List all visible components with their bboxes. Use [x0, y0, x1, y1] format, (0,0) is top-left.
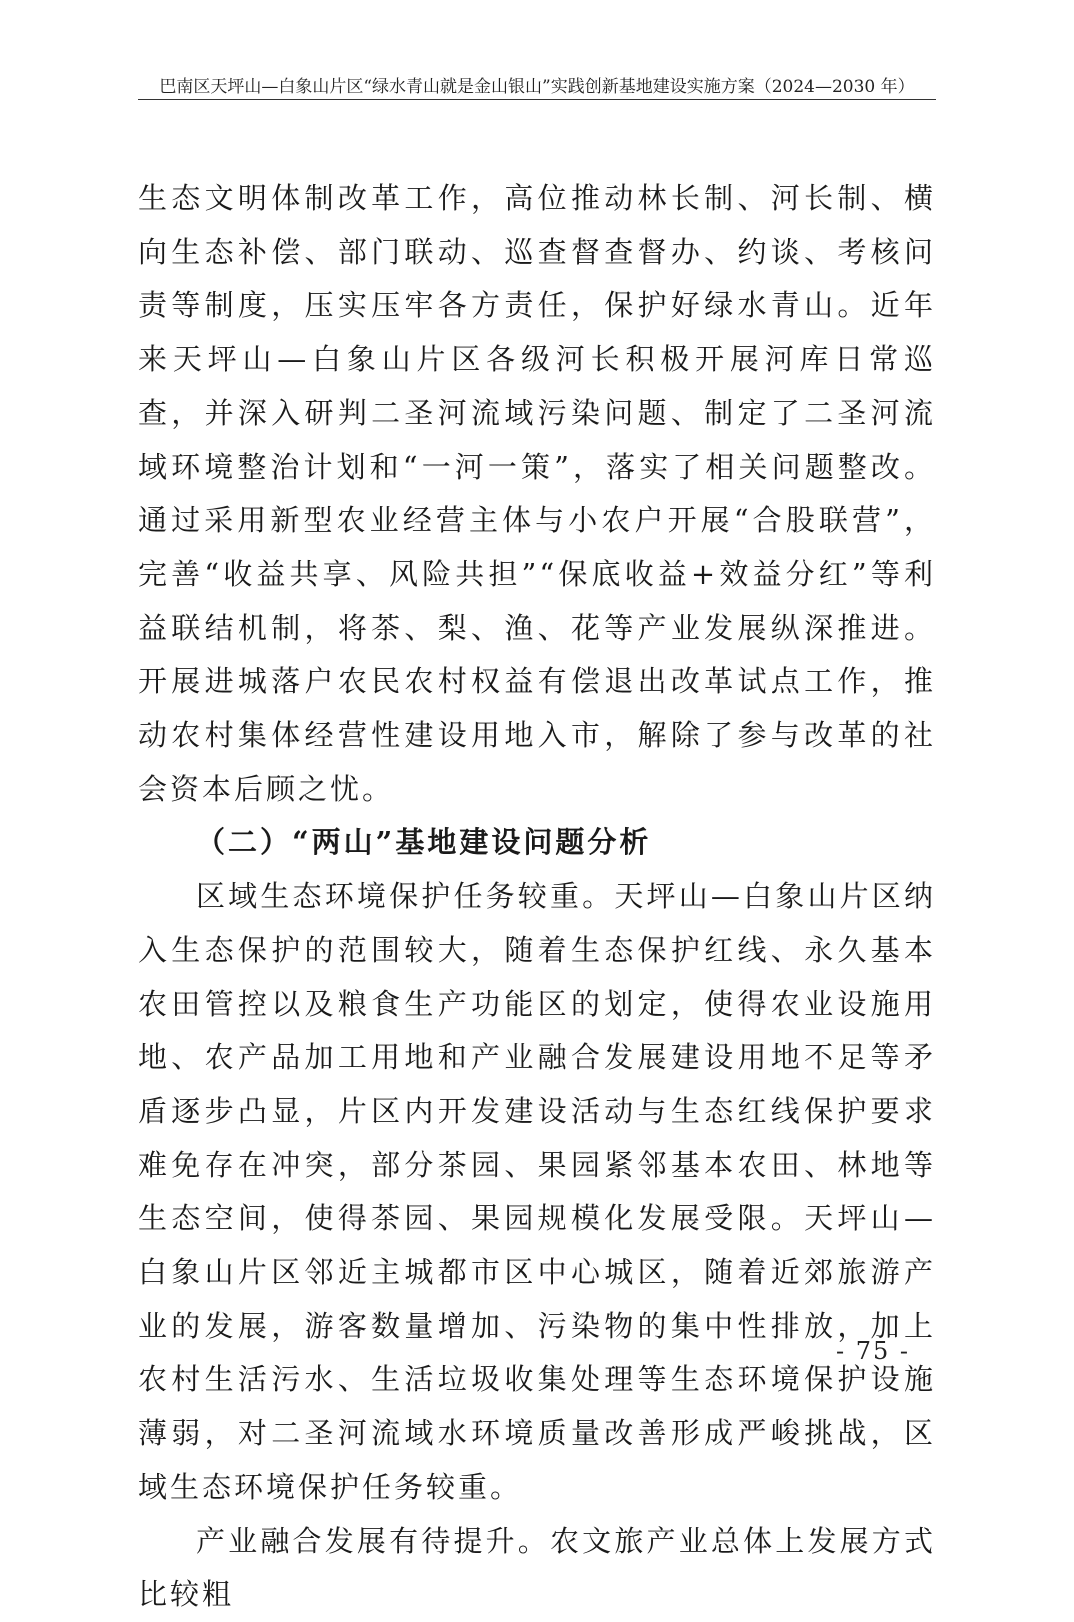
page-body: [138, 172, 936, 1622]
body-paragraph-ecology: 区域生态环境保护任务较重。天坪山—白象山片区纳入生态保护的范围较大，随着生态保护红线、永久基本农田管控以及粮食生产功能区的划定，使得农业设施用地、农产品加工用地和产业融合发展建设用地不足等矛盾逐步凸显，片区内开发建设活动与生态红线保护要求难免存在冲突，部分茶园、果园紧邻基本农田、林地等生态空间，使得茶园、果园规模化发展受限。天坪山—白象山片区邻近主城都市区中心城区，随着近郊旅游产业的发展，游客数量增加、污染物的集中性排放，加上农村生活污水、生活垃圾收集处理等生态环境保护设施薄弱，对二圣河流域水环境质量改善形成严峻挑战，区域生态环境保护任务较重。: [138, 879, 936, 1504]
body-paragraph-continued: 生态文明体制改革工作，高位推动林长制、河长制、横向生态补偿、部门联动、巡查督查督办、约谈、考核问责等制度，压实压牢各方责任，保护好绿水青山。近年来天坪山—白象山片区各级河长积极开展河库日常巡查，并深入研判二圣河流域污染问题、制定了二圣河流域环境整治计划和“一河一策”，落实了相关问题整改。通过采用新型农业经营主体与小农户开展“合股联营”，完善“收益共享、风险共担”“保底收益+效益分红”等利益联结机制，将茶、梨、渔、花等产业发展纵深推进。开展进城落户农民农村权益有偿退出改革试点工作，推动农村集体经营性建设用地入市，解除了参与改革的社会资本后顾之忧。: [138, 181, 936, 806]
running-header: 巴南区天坪山—白象山片区“绿水青山就是金山银山”实践创新基地建设实施方案（2024—2030 年）: [159, 77, 915, 97]
page-number: - 75 -: [836, 1337, 911, 1365]
header-rule: [138, 99, 936, 100]
section-heading: （二）“两山”基地建设问题分析: [196, 825, 652, 860]
body-paragraph-industry: 产业融合发展有待提升。农文旅产业总体上发展方式比较粗: [138, 1523, 936, 1612]
